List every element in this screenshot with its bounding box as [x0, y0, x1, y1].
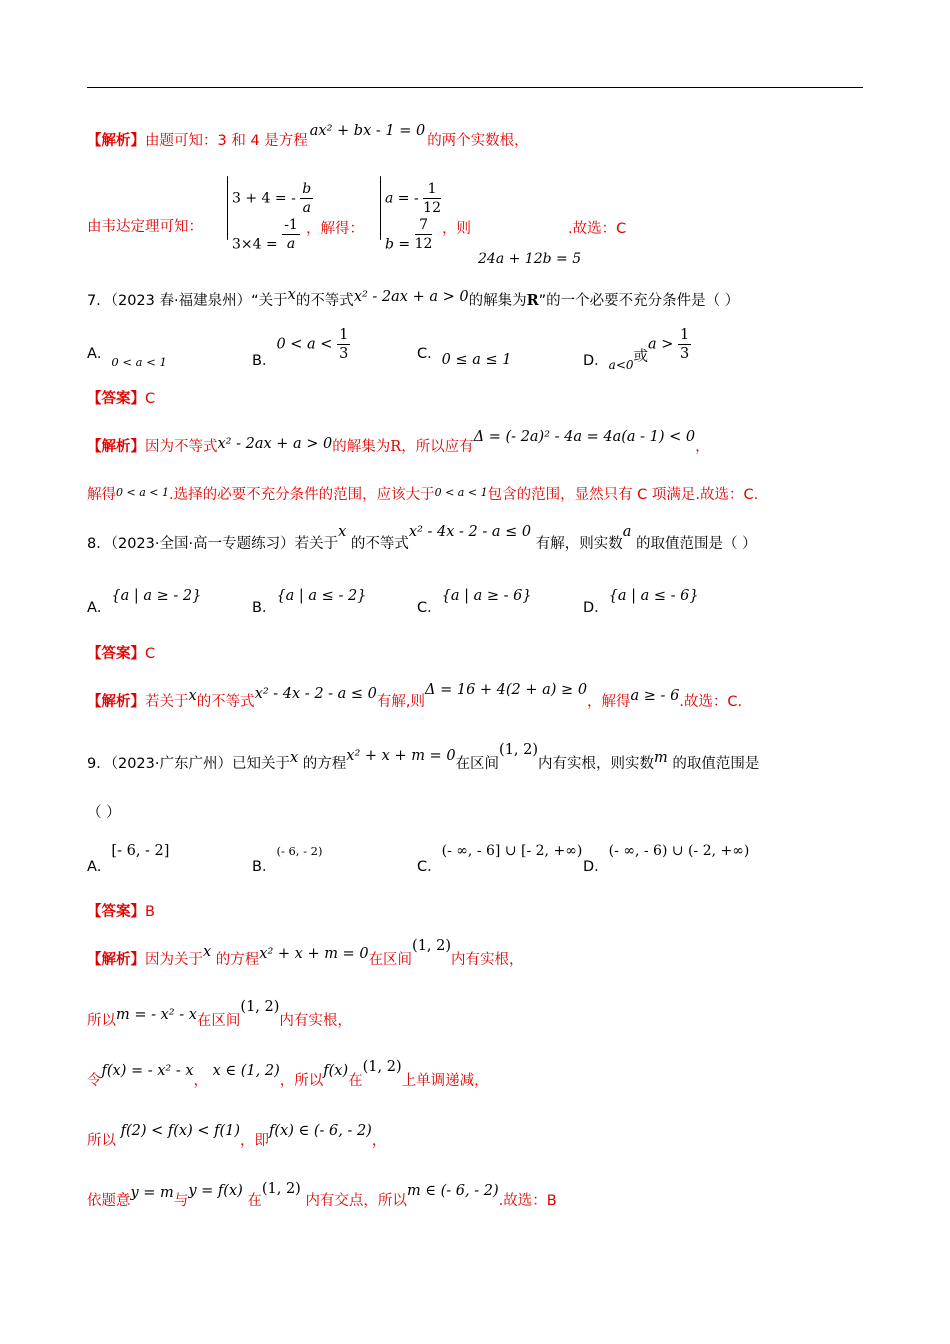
- inequality: x² - 4x - 2 - a ≤ 0: [408, 524, 532, 540]
- q8-option-b[interactable]: B．{a | a ≤ - 2}: [252, 588, 367, 616]
- equation: ax² + bx - 1 = 0: [309, 123, 426, 139]
- solution-8: 【解析】若关于x的不等式x² - 4x - 2 - a ≤ 0有解,则Δ = 16 + 4(2 + a) ≥ 0，解得a ≥ - 6.故选：C.: [87, 682, 743, 710]
- solution-9-line2: 所以m = - x² - x在区间(1, 2)内有实根，: [87, 999, 352, 1029]
- equation-result: 24a + 12b = 5: [478, 251, 582, 267]
- q7-option-d[interactable]: D．$_{a<0}$或a > $\frac{1}{3}$: [583, 327, 690, 372]
- answer-choice: .故选：C: [568, 221, 627, 237]
- q8-option-a[interactable]: A．{a | a ≥ - 2}: [87, 588, 202, 616]
- answer-7: 【答案】C: [87, 391, 156, 407]
- q7-option-a[interactable]: A．$_{0 < a < 1}$: [87, 346, 167, 369]
- header-rule: [87, 87, 863, 88]
- sol6-line1: 【解析】由题可知：3 和 4 是方程ax² + bx - 1 = 0的两个实数根，: [87, 123, 529, 149]
- answer-8: 【答案】C: [87, 646, 156, 662]
- inequality: x² - 2ax + a > 0: [353, 289, 469, 305]
- equation: x² + x + m = 0: [346, 748, 456, 764]
- solution-system: [380, 176, 381, 240]
- question-7: 7．（2023 春·福建泉州）“关于x的不等式x² - 2ax + a > 0的解集为R”的一个必要不充分条件是（ ）: [87, 287, 740, 309]
- q7-option-b[interactable]: B．0 < a < $\frac{1}{3}$: [252, 327, 349, 369]
- q9-option-c[interactable]: C．(- ∞, - 6] ∪ [- 2, +∞): [417, 843, 583, 875]
- q8-option-c[interactable]: C．{a | a ≥ - 6}: [417, 588, 532, 616]
- solution-9-line5: 依题意y = m与y = f(x) 在(1, 2) 内有交点，所以m ∈ (- 6, - 2).故选：B: [87, 1181, 557, 1209]
- q9-option-a[interactable]: A．[- 6, - 2]: [87, 843, 170, 875]
- question-9: 9．（2023·广东广州）已知关于x 的方程x² + x + m = 0在区间(1, 2)内有实根，则实数m 的取值范围是: [87, 742, 760, 772]
- discriminant: Δ = (- 2a)² - 4a = 4a(a - 1) < 0: [473, 429, 696, 445]
- solution-b: b = $\frac{7}{12}$: [385, 217, 433, 253]
- question-9-paren: （ ）: [87, 805, 121, 821]
- q9-option-d[interactable]: D．(- ∞, - 6) ∪ (- 2, +∞): [583, 843, 750, 875]
- then-label: ，则: [442, 221, 471, 237]
- solve-label: ，解得：: [306, 221, 364, 237]
- q8-option-d[interactable]: D．{a | a ≤ - 6}: [583, 588, 699, 616]
- q7-option-c[interactable]: C．0 ≤ a ≤ 1: [417, 346, 512, 368]
- solution-9-line3: 令f(x) = - x² - x， x ∈ (1, 2)，所以f(x)在(1, 2)上单调递减，: [87, 1059, 489, 1089]
- solution-9-line4: 所以 f(2) < f(x) < f(1)，即f(x) ∈ (- 6, - 2)，: [87, 1123, 387, 1149]
- discriminant: Δ = 16 + 4(2 + a) ≥ 0: [425, 682, 588, 698]
- question-8: 8．（2023·全国·高一专题练习）若关于x 的不等式x² - 4x - 2 - a ≤ 0 有解，则实数a 的取值范围是（ ）: [87, 524, 757, 552]
- vieta-eq2: 3×4 = $\frac{-1}{a}$: [232, 217, 298, 253]
- vieta-eq1: 3 + 4 = - $\frac{b}{a}$: [232, 181, 312, 216]
- vieta-system: [227, 176, 228, 240]
- solution-a: a = - $\frac{1}{12}$: [385, 181, 441, 216]
- solution-7-line2: 解得$^{0 < a < 1}$.选择的必要不充分条件的范围，应该大于$^{0 < a < 1}$包含的范围，显然只有 C 项满足.故选：C.: [87, 486, 759, 503]
- q9-option-b[interactable]: B．$^{(- 6, - 2)}$: [252, 844, 323, 875]
- solution-9-line1: 【解析】因为关于x 的方程x² + x + m = 0在区间(1, 2)内有实根，: [87, 938, 524, 968]
- sol6-line2-label: 由韦达定理可知：: [87, 219, 203, 235]
- answer-9: 【答案】B: [87, 904, 155, 920]
- solution-7-line1: 【解析】因为不等式x² - 2ax + a > 0的解集为R，所以应有Δ = (- 2a)² - 4a = 4a(a - 1) < 0，: [87, 429, 710, 455]
